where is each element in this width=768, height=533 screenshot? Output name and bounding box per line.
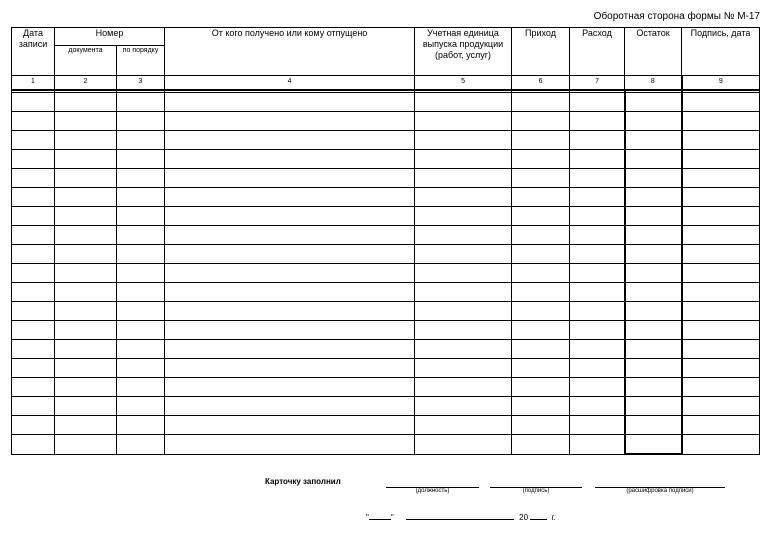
table-cell[interactable] (117, 435, 165, 455)
table-cell[interactable] (55, 245, 117, 264)
table-cell[interactable] (512, 397, 570, 416)
table-cell[interactable] (165, 169, 415, 188)
table-cell[interactable] (570, 302, 625, 321)
table-cell[interactable] (512, 378, 570, 397)
table-cell[interactable] (570, 416, 625, 435)
table-row (12, 112, 760, 131)
header-order: по порядку (117, 46, 165, 76)
quote-open: " (366, 513, 369, 522)
table-cell[interactable] (625, 302, 682, 321)
table-cell[interactable] (682, 321, 760, 340)
table-cell[interactable] (165, 340, 415, 359)
table-cell[interactable] (165, 188, 415, 207)
table-cell[interactable] (117, 416, 165, 435)
table-cell[interactable] (55, 93, 117, 112)
table-cell[interactable] (12, 245, 55, 264)
table-cell[interactable] (415, 188, 512, 207)
table-cell[interactable] (625, 207, 682, 226)
table-cell[interactable] (415, 302, 512, 321)
table-cell[interactable] (682, 169, 760, 188)
table-cell[interactable] (512, 188, 570, 207)
table-cell[interactable] (117, 226, 165, 245)
table-cell[interactable] (625, 150, 682, 169)
position-caption: (должность) (415, 488, 450, 494)
table-cell[interactable] (512, 131, 570, 150)
table-cell[interactable] (625, 359, 682, 378)
table-cell[interactable] (55, 131, 117, 150)
table-cell[interactable] (55, 340, 117, 359)
footer (0, 470, 768, 533)
table-cell[interactable] (55, 321, 117, 340)
table-cell[interactable] (682, 207, 760, 226)
table-cell[interactable] (55, 302, 117, 321)
table-cell[interactable] (570, 340, 625, 359)
header-income: Приход (512, 28, 570, 76)
table-cell[interactable] (415, 340, 512, 359)
table-cell[interactable] (625, 397, 682, 416)
table-cell[interactable] (512, 283, 570, 302)
table-cell[interactable] (12, 207, 55, 226)
stock-card-table (11, 27, 760, 455)
table-cell[interactable] (570, 435, 625, 455)
table-cell[interactable] (415, 93, 512, 112)
table-row (12, 93, 760, 112)
table-cell[interactable] (682, 416, 760, 435)
header-signature-date: Подпись, дата (682, 28, 760, 76)
table-cell[interactable] (117, 397, 165, 416)
table-cell[interactable] (12, 283, 55, 302)
table-cell[interactable] (165, 131, 415, 150)
table-cell[interactable] (117, 283, 165, 302)
decoding-caption: (расшифровка подписи) (626, 488, 694, 494)
table-cell[interactable] (570, 207, 625, 226)
table-cell[interactable] (625, 416, 682, 435)
table-cell[interactable] (625, 131, 682, 150)
table-cell[interactable] (12, 264, 55, 283)
table-cell[interactable] (570, 112, 625, 131)
table-cell[interactable] (625, 378, 682, 397)
table-cell[interactable] (682, 245, 760, 264)
table-cell[interactable] (625, 435, 682, 455)
table-cell[interactable] (512, 435, 570, 455)
table-cell[interactable] (12, 226, 55, 245)
table-cell[interactable] (165, 435, 415, 455)
table-cell[interactable] (570, 226, 625, 245)
table-cell[interactable] (165, 226, 415, 245)
table-cell[interactable] (625, 245, 682, 264)
column-number: 4 (165, 76, 415, 91)
table-cell[interactable] (625, 112, 682, 131)
day-blank[interactable] (369, 510, 391, 520)
table-cell[interactable] (625, 340, 682, 359)
table-cell[interactable] (512, 340, 570, 359)
table-cell[interactable] (12, 378, 55, 397)
table-row (12, 131, 760, 150)
table-cell[interactable] (165, 112, 415, 131)
table-cell[interactable] (415, 207, 512, 226)
table-row (12, 359, 760, 378)
table-cell[interactable] (165, 302, 415, 321)
table-cell[interactable] (682, 131, 760, 150)
table-cell[interactable] (117, 264, 165, 283)
column-number: 5 (415, 76, 512, 91)
table-cell[interactable] (12, 397, 55, 416)
table-cell[interactable] (682, 112, 760, 131)
table-cell[interactable] (55, 264, 117, 283)
table-row (12, 340, 760, 359)
table-cell[interactable] (625, 321, 682, 340)
table-cell[interactable] (55, 188, 117, 207)
table-cell[interactable] (512, 150, 570, 169)
table-cell[interactable] (682, 359, 760, 378)
table-cell[interactable] (165, 93, 415, 112)
year-suffix: г. (551, 513, 556, 522)
table-cell[interactable] (512, 321, 570, 340)
year-blank[interactable] (530, 510, 547, 520)
table-cell[interactable] (570, 321, 625, 340)
table-cell[interactable] (12, 93, 55, 112)
table-cell[interactable] (512, 112, 570, 131)
table-cell[interactable] (625, 226, 682, 245)
table-cell[interactable] (625, 93, 682, 112)
table-row (12, 150, 760, 169)
header-from-to: От кого получено или кому отпущено (165, 28, 415, 76)
table-cell[interactable] (165, 245, 415, 264)
table-cell[interactable] (12, 188, 55, 207)
table-cell[interactable] (512, 93, 570, 112)
table-cell[interactable] (55, 283, 117, 302)
table-cell[interactable] (415, 397, 512, 416)
table-cell[interactable] (415, 435, 512, 455)
table-cell[interactable] (55, 416, 117, 435)
table-cell[interactable] (682, 226, 760, 245)
table-row (12, 207, 760, 226)
table-row (12, 264, 760, 283)
table-cell[interactable] (165, 321, 415, 340)
table-cell[interactable] (415, 245, 512, 264)
table-row (12, 169, 760, 188)
column-number: 9 (682, 76, 760, 91)
table-cell[interactable] (512, 207, 570, 226)
column-number: 6 (512, 76, 570, 91)
table-cell[interactable] (570, 378, 625, 397)
table-cell[interactable] (55, 207, 117, 226)
table-cell[interactable] (117, 131, 165, 150)
table-row (12, 245, 760, 264)
table-row (12, 302, 760, 321)
table-cell[interactable] (512, 302, 570, 321)
table-cell[interactable] (117, 93, 165, 112)
table-cell[interactable] (117, 340, 165, 359)
table-cell[interactable] (117, 302, 165, 321)
column-number: 2 (55, 76, 117, 91)
table-body (12, 90, 760, 454)
table-cell[interactable] (570, 150, 625, 169)
form-title: Оборотная сторона формы № М-17 (593, 11, 760, 22)
table-cell[interactable] (415, 416, 512, 435)
table-cell[interactable] (512, 264, 570, 283)
column-number: 7 (570, 76, 625, 91)
table-cell[interactable] (682, 340, 760, 359)
table-cell[interactable] (165, 150, 415, 169)
table-cell[interactable] (117, 359, 165, 378)
table-cell[interactable] (117, 169, 165, 188)
table-cell[interactable] (682, 150, 760, 169)
table-cell[interactable] (625, 169, 682, 188)
column-number: 1 (12, 76, 55, 91)
header-number-group: Номер (55, 28, 165, 46)
table-cell[interactable] (512, 245, 570, 264)
column-number: 8 (625, 76, 682, 91)
table-cell[interactable] (682, 264, 760, 283)
table-cell[interactable] (682, 188, 760, 207)
table-row (12, 416, 760, 435)
header-date: Дата записи (12, 28, 55, 76)
table-cell[interactable] (682, 397, 760, 416)
table-cell[interactable] (570, 188, 625, 207)
table-cell[interactable] (512, 416, 570, 435)
table-cell[interactable] (570, 245, 625, 264)
table-cell[interactable] (415, 169, 512, 188)
table-cell[interactable] (415, 150, 512, 169)
table-cell[interactable] (12, 302, 55, 321)
date-line (366, 510, 556, 522)
table-cell[interactable] (415, 378, 512, 397)
quote-close: " (390, 513, 394, 522)
table-row (12, 435, 760, 455)
table-cell[interactable] (55, 397, 117, 416)
table-cell[interactable] (682, 378, 760, 397)
table-cell[interactable] (165, 359, 415, 378)
month-blank[interactable] (406, 510, 514, 520)
table-row (12, 283, 760, 302)
table-cell[interactable] (165, 207, 415, 226)
table-cell[interactable] (512, 359, 570, 378)
table-cell[interactable] (117, 245, 165, 264)
table-cell[interactable] (55, 359, 117, 378)
table-cell[interactable] (570, 283, 625, 302)
table-row (12, 378, 760, 397)
table-cell[interactable] (12, 321, 55, 340)
table-cell[interactable] (415, 226, 512, 245)
table-cell[interactable] (570, 131, 625, 150)
table-cell[interactable] (117, 150, 165, 169)
signature-caption: (подпись) (522, 488, 550, 494)
table-cell[interactable] (117, 112, 165, 131)
table-cell[interactable] (512, 226, 570, 245)
table-cell[interactable] (12, 169, 55, 188)
table-cell[interactable] (12, 150, 55, 169)
table-cell[interactable] (682, 435, 760, 455)
table-cell[interactable] (12, 112, 55, 131)
table-cell[interactable] (117, 188, 165, 207)
table-cell[interactable] (415, 321, 512, 340)
table-cell[interactable] (625, 264, 682, 283)
header-expense: Расход (570, 28, 625, 76)
table-cell[interactable] (12, 435, 55, 455)
table-cell[interactable] (415, 264, 512, 283)
table-cell[interactable] (165, 378, 415, 397)
column-number: 3 (117, 76, 165, 91)
header-unit: Учетная единица выпуска продукции (работ, услуг) (415, 28, 512, 76)
table-cell[interactable] (55, 150, 117, 169)
table-cell[interactable] (12, 359, 55, 378)
table-row (12, 188, 760, 207)
table-cell[interactable] (415, 359, 512, 378)
table-row (12, 397, 760, 416)
filled-by-label: Карточку заполнил (265, 477, 341, 486)
table-cell[interactable] (12, 340, 55, 359)
table-cell[interactable] (625, 188, 682, 207)
table-cell[interactable] (682, 302, 760, 321)
table-cell[interactable] (117, 378, 165, 397)
table-cell[interactable] (415, 131, 512, 150)
table-cell[interactable] (55, 169, 117, 188)
table-cell[interactable] (682, 283, 760, 302)
table-row (12, 226, 760, 245)
table-cell[interactable] (415, 283, 512, 302)
table-cell[interactable] (165, 397, 415, 416)
table-cell[interactable] (415, 112, 512, 131)
table-cell[interactable] (12, 416, 55, 435)
table-row (12, 321, 760, 340)
table-cell[interactable] (570, 359, 625, 378)
table-cell[interactable] (12, 131, 55, 150)
table-cell[interactable] (682, 93, 760, 112)
table-cell[interactable] (165, 416, 415, 435)
table-cell[interactable] (570, 93, 625, 112)
year-prefix: 20 (519, 513, 529, 522)
table-cell[interactable] (117, 321, 165, 340)
header-document: документа (55, 46, 117, 76)
table-cell[interactable] (55, 226, 117, 245)
table-cell[interactable] (55, 435, 117, 455)
table-cell[interactable] (570, 397, 625, 416)
table-cell[interactable] (117, 207, 165, 226)
table-cell[interactable] (512, 169, 570, 188)
header-balance: Остаток (625, 28, 682, 76)
table-cell[interactable] (570, 264, 625, 283)
table-cell[interactable] (570, 169, 625, 188)
table-cell[interactable] (165, 283, 415, 302)
table-cell[interactable] (55, 378, 117, 397)
table-cell[interactable] (55, 112, 117, 131)
table-cell[interactable] (625, 283, 682, 302)
table-cell[interactable] (165, 264, 415, 283)
